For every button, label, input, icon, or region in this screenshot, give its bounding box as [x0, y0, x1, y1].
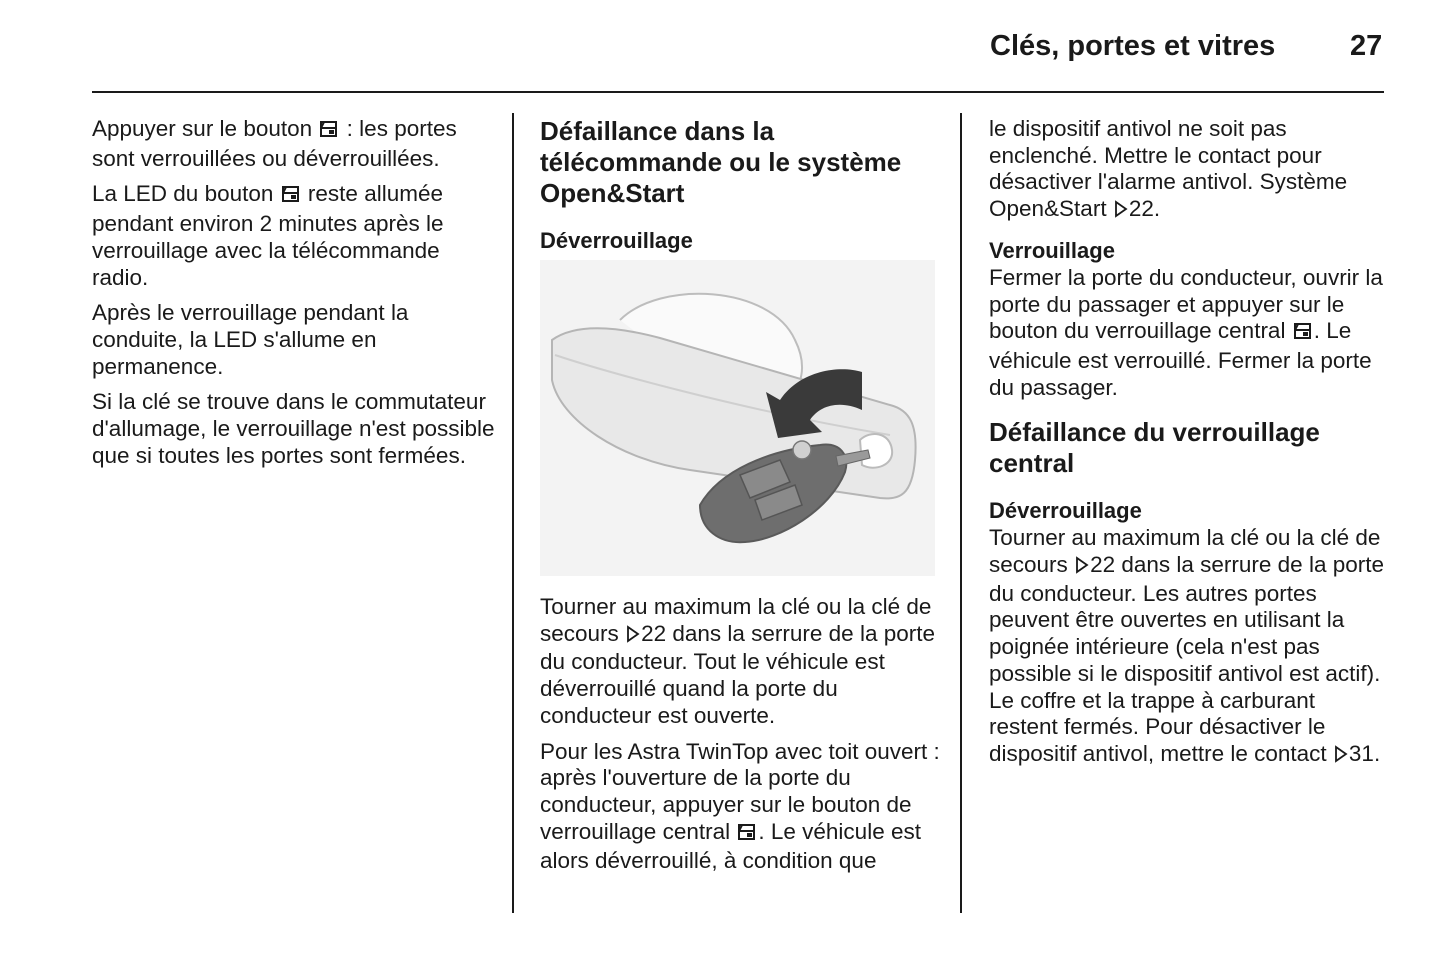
subheading-unlocking-2: Déverrouillage [989, 498, 1142, 524]
page-reference[interactable]: 31. [1348, 740, 1381, 766]
column-3 [989, 116, 1389, 779]
page-reference-arrow-icon [1113, 198, 1129, 225]
section-heading-central-lock-failure: Défaillance du verrouillage central [989, 417, 1320, 479]
central-lock-icon [1292, 321, 1314, 348]
page-reference[interactable]: 22 [1090, 552, 1116, 578]
central-lock-icon [318, 119, 340, 146]
paragraph-antitheft-continued: le dispositif antivol ne soit pas enclenché. Mettre le contact pour désactiver l'alarme antivol. Système Open&Start 22. [989, 116, 1389, 225]
page-reference-arrow-icon [1074, 554, 1090, 581]
column-divider-right [960, 113, 962, 913]
section-heading-remote-failure: Défaillance dans la télécommande ou le système Open&Start [540, 116, 902, 208]
column-2 [540, 116, 940, 884]
paragraph-driving-lock: Après le verrouillage pendant la conduite, la LED s'allume en permanence. [92, 300, 409, 379]
page-section-title: Clés, portes et vitres [990, 30, 1276, 62]
paragraph-central-lock-unlock: Tourner au maximum la clé ou la clé de secours 22 dans la serrure de la porte du conducteur. Les autres portes peuvent être ouvertes en utilisant la poignée intérieure (cela n'est pas possible si le dispositif antivol est actif). Le coffre et la trappe à carburant restent fermés. Pour désactiver le dispositif antivol, mettre le contact 31. [989, 525, 1389, 769]
central-lock-icon [280, 184, 302, 211]
paragraph-led: La LED du bouton reste allumée pendant environ 2 minutes après le verrouillage avec la télécommande radio. [92, 181, 444, 290]
column-1 [92, 116, 497, 478]
paragraph-turn-key: Tourner au maximum la clé ou la clé de secours 22 dans la serrure de la porte du conducteur. Tout le véhicule est déverrouillé quand la porte du conducteur est ouverte. [540, 594, 935, 728]
page-reference[interactable]: 22 [641, 620, 667, 646]
page-number: 27 [1350, 30, 1383, 62]
door-handle-key-illustration [540, 260, 935, 576]
subheading-unlocking: Déverrouillage [540, 228, 693, 253]
header-divider [92, 91, 1384, 93]
page-reference-arrow-icon [1333, 743, 1349, 770]
subheading-locking: Verrouillage [989, 237, 1115, 263]
paragraph-ignition: Si la clé se trouve dans le commutateur d'allumage, le verrouillage n'est possible que si toutes les portes sont fermées. [92, 389, 495, 468]
column-divider-left [512, 113, 514, 913]
paragraph-twintop: Pour les Astra TwinTop avec toit ouvert : après l'ouverture de la porte du conducteur, appuyer sur le bouton de verrouillage central . Le véhicule est alors déverrouillé, à condition que [540, 738, 940, 874]
central-lock-icon [736, 822, 758, 849]
page-reference-arrow-icon [625, 623, 641, 650]
paragraph-lock-button: Appuyer sur le bouton : les portes sont verrouillées ou déverrouillées. [92, 116, 457, 171]
paragraph-locking: Fermer la porte du conducteur, ouvrir la porte du passager et appuyer sur le bouton du verrouillage central . Le véhicule est verrouillé. Fermer la porte du passager. [989, 264, 1383, 400]
page-reference[interactable]: 22. [1128, 196, 1161, 222]
